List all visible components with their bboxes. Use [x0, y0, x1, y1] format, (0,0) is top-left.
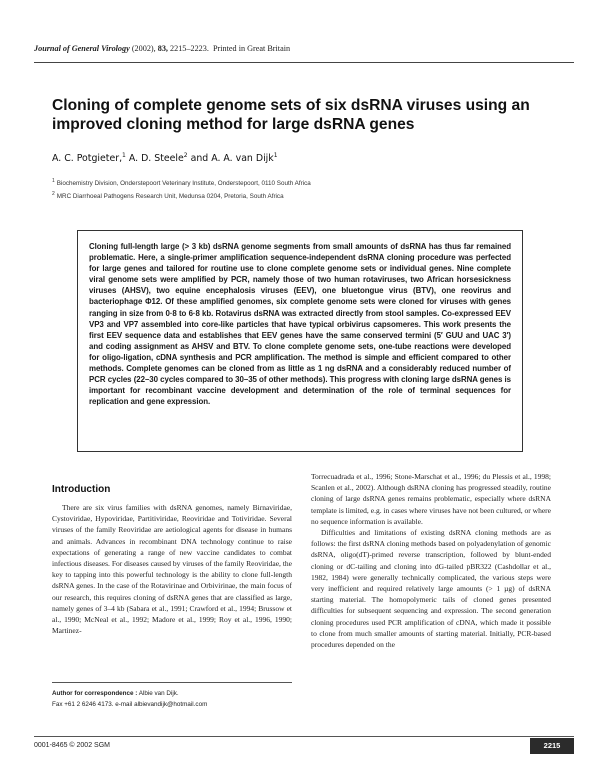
author-2: A. D. Steele — [128, 153, 184, 164]
correspondence-name: Albie van Dijk. — [138, 690, 179, 697]
intro-right-column — [311, 471, 551, 650]
correspondence-box — [52, 682, 292, 710]
page-number: 2215 — [530, 738, 574, 754]
author-1-affil: 1 — [122, 152, 126, 159]
intro-heading: Introduction — [52, 484, 111, 495]
affiliation-2: $^2$ MRC Diarrhoeal Pathogens Research Unit, Medunsa 0204, Pretoria, South Africa — [52, 191, 284, 200]
article-title: Cloning of complete genome sets of six dsRNA viruses using an improved cloning method for large dsRNA genes — [52, 97, 530, 133]
journal-name: Journal of General Virology — [34, 44, 130, 53]
footer-rule — [34, 736, 574, 737]
correspondence-contact: Fax +61 2 6246 4173. e-mail albievandijk@hotmail.com — [52, 701, 208, 708]
affiliation-1: $^1$ Biochemistry Division, Onderstepoort Veterinary Institute, Onderstepoort, 0110 South Africa — [52, 178, 311, 187]
intro-left-column — [52, 502, 292, 636]
author-list — [52, 152, 552, 164]
abstract-box — [77, 230, 523, 452]
journal-header — [34, 44, 574, 53]
intro-paragraph-continued: Torrecuadrada et al., 1996; Stone-Marschat et al., 1996; du Plessis et al., 1998; Scanlen et al., 2002). Although dsRNA cloning has progressed steadily, routine cloning of large dsRNA genes remains problematic, especially where dsRNA template is limited, e.g. in cases where viruses have not been cultured, or where no sequence information is available. — [311, 472, 551, 526]
intro-paragraph-1: There are six virus families with dsRNA genomes, namely Birnaviridae, Cystoviridae, Hypoviridae, Partitiviridae, Reoviridae and Totiviridae. Several viruses of the family Reoviridae are aetiological agents for disease in humans and animals. Advances in recombinant DNA technology continue to raise expectations of generating a range of new vaccine candidates to combat infectious diseases. For diseases caused by viruses of the family Reoviridae, the key to tapping into this powerful technology is the ability to clone full-length dsRNA genes. In the case of the Rotavirinae and Orbivirinae, the main focus of our research, this requires cloning of dsRNA genes that are classified as large, namely genes of 3–4 kb (Sabara et al., 1991; Crawford et al., 1994; Brussow et al., 1990; McNeal et al., 1992; Madore et al., 1999; Roy et al., 1996, 1990; Martinez- — [52, 503, 292, 636]
author-2-affil: 2 — [183, 152, 188, 159]
journal-volume: 83, — [157, 44, 168, 53]
header-rule — [34, 62, 574, 63]
printed-note: Printed in Great Britain — [213, 44, 291, 53]
author-3-affil: 1 — [273, 152, 278, 159]
correspondence-label: Author for correspondence : — [52, 690, 138, 697]
intro-paragraph-2: Difficulties and limitations of existing dsRNA cloning methods are as follows: the first dsRNA cloning methods based on polyadenylation of genomic dsRNA, oligo(dT)-primed reverse transcription, followed by blunt-ended cloning or dC-tailing and cloning into dG-tailed pBR322 (Cashdollar et al., 1982, 1984) were generally technically complicated, the various steps were very inefficient and required relatively large amounts (> 1 µg) of dsRNA starting material. The homopolymeric tails of cloned genes presented difficulties for subsequent sequencing and expression. The second generation cloning procedures used PCR amplification of cDNA, which made it possible to clone from much smaller amounts of starting material. Initially, PCR-based procedures depended on the — [311, 528, 551, 650]
author-1: A. C. Potgieter, — [52, 153, 123, 164]
affiliations — [52, 176, 552, 202]
journal-pages: 2215–2223. — [170, 44, 209, 53]
journal-year: (2002), — [131, 44, 156, 53]
author-3: and A. A. van Dijk — [190, 153, 274, 164]
footer-code: 0001-8465 © 2002 SGM — [34, 742, 110, 749]
abstract-text: Cloning full-length large (> 3 kb) dsRNA genome segments from small amounts of dsRNA has thus far remained problematic. Here, a single-primer amplification sequence-independent dsRNA cloning procedure was perfected for large genes and tailored for routine use to clone complete genome sets or individual genes. Nine complete viral genome sets were amplified by PCR, namely those of two human rotaviruses, two African horsesickness viruses (AHSV), two equine encephalosis viruses (EEV), one bluetongue virus (BTV), one reovirus and bacteriophage Φ12. Of these amplified genomes, six complete genome sets were cloned for viruses with genes ranging in size from 0·8 to 6·8 kb. Rotavirus dsRNA was extracted directly from stool samples. Co-expressed EEV VP3 and VP7 assembled into core-like particles that have typical orbivirus capsomeres. This work presents the first EEV sequence data and establishes that EEV genes have the same conserved termini (5′ GUU and UAC 3′) and coding assignment as AHSV and BTV. To clone complete genome sets, one-tube reactions were developed for oligo-ligation, cDNA synthesis and PCR amplification. The method is simple and efficient compared to other methods. Complete genomes can be cloned from as little as 1 ng dsRNA and a considerably reduced number of PCR cycles (22–30 cycles compared to 30–35 of other methods). This progress with cloning large dsRNA genes is important for recombinant vaccine development and determination of the role of terminal sequences for replication and gene expression. — [89, 242, 511, 407]
